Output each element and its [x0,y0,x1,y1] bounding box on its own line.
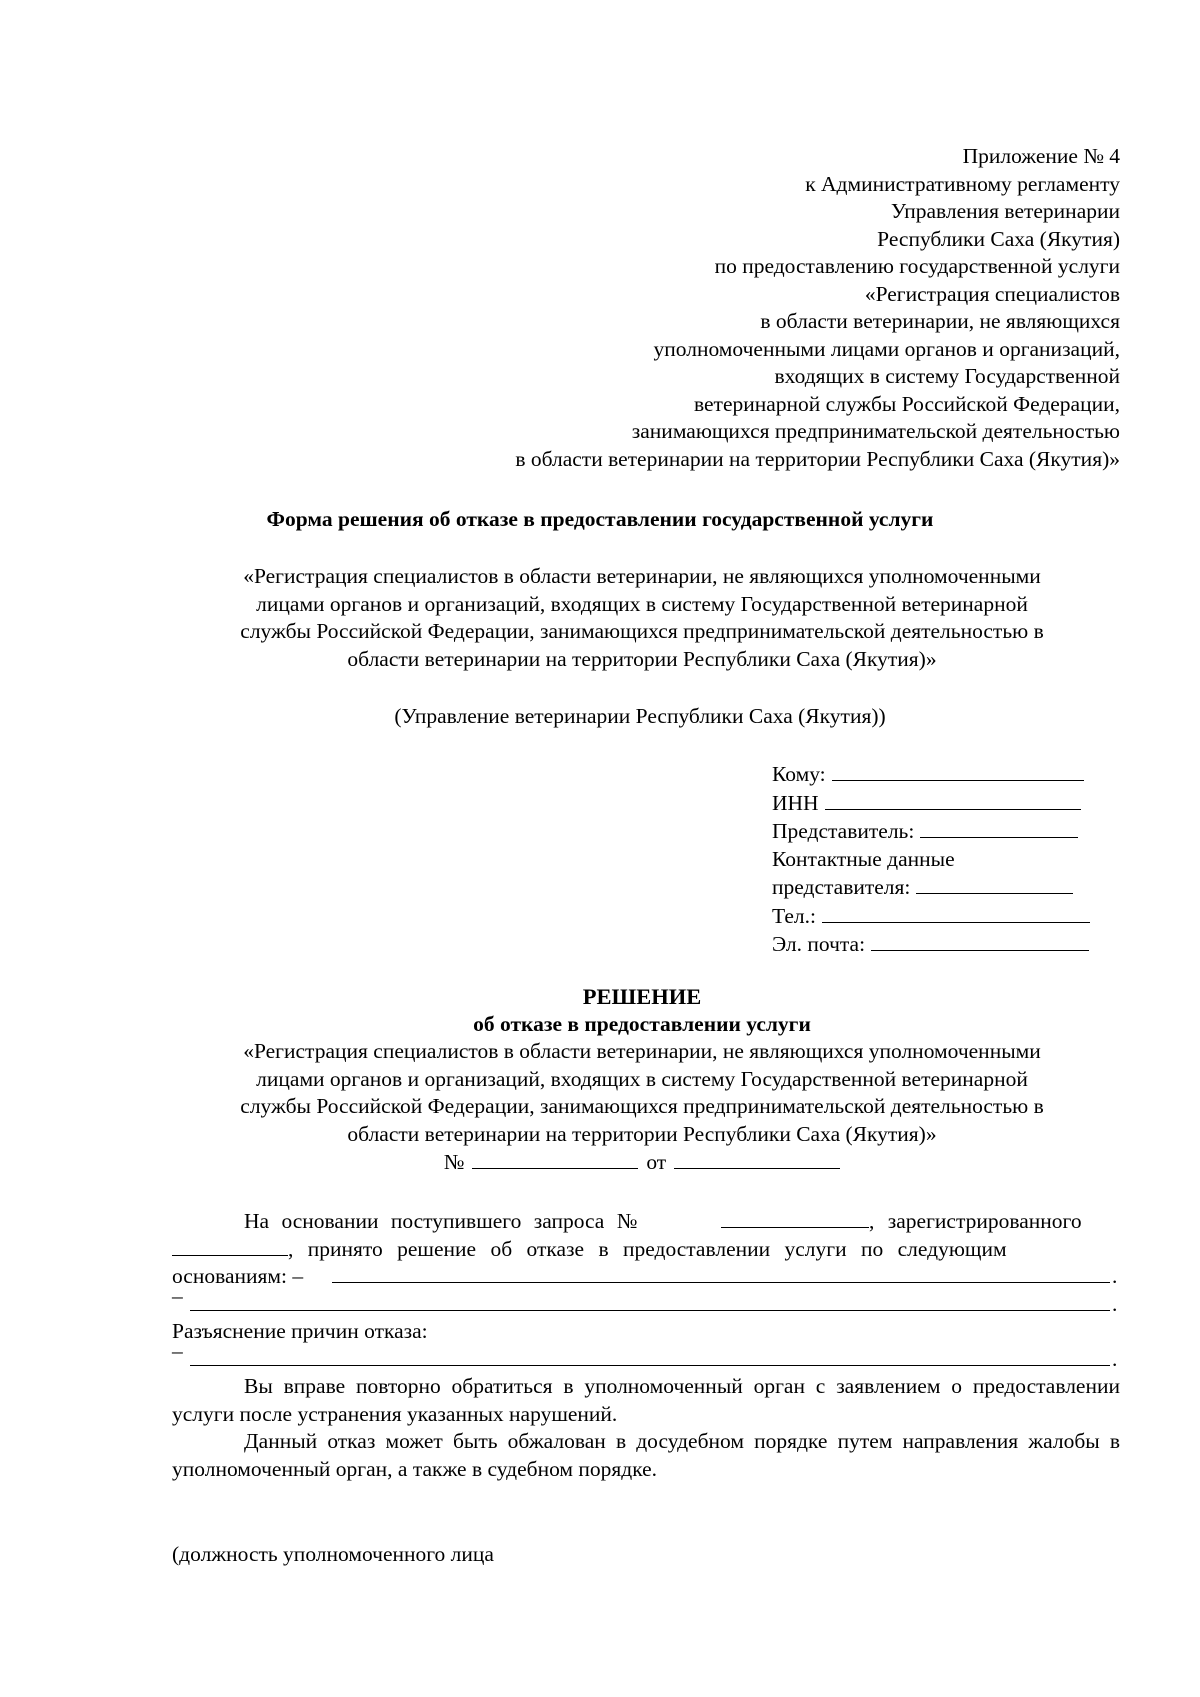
recipient-contact-field[interactable] [916,873,1073,894]
decision-taken-text: , принято решение об отказе в предоставлении услуги по следующим [288,1236,1007,1261]
recipient-inn-label: ИНН [772,790,819,815]
decision-subtitle: об отказе в предоставлении услуги [473,1011,811,1036]
annex-line: к Административному регламенту [805,171,1120,196]
service-name-line: области ветеринарии на территории Республики Саха (Якутия)» [347,646,937,671]
service-name-block [172,563,1112,673]
decision-number-row [172,1148,1112,1177]
recipient-phone-label: Тел.: [772,903,816,928]
recipient-block [772,760,1112,959]
grounds-dot-2: . [1112,1291,1118,1316]
body-line-3 [172,1263,1120,1291]
organization-name: (Управление ветеринарии Республики Саха (Якутия)) [394,704,886,728]
annex-line: Управления ветеринарии [890,199,1120,223]
appeal-paragraph: Данный отказ может быть обжалован в досудебном порядке путем направления жалобы в уполномоченный орган, а также в судебном порядке. [172,1429,1120,1481]
request-number-field[interactable] [721,1208,869,1228]
recipient-rep-row [772,817,1112,846]
decision-date-field[interactable] [674,1148,840,1169]
grounds-label: основаниям: – [172,1264,304,1288]
grounds-dot-1: . [1112,1264,1118,1288]
annex-header [400,143,1120,473]
decision-service-line: лицами органов и организаций, входящих в систему Государственной ветеринарной [256,1066,1028,1091]
recipient-contact-label-2: представителя: [772,875,911,899]
grounds-dash-2: – [172,1283,183,1308]
decision-number-label: № [443,1150,465,1174]
annex-line: Приложение № 4 [962,144,1120,168]
recipient-email-field[interactable] [871,930,1089,951]
decision-number-field[interactable] [472,1148,638,1169]
recipient-contact-row [772,873,1112,902]
body-line-2 [172,1236,1120,1264]
reapply-paragraph: Вы вправе повторно обратиться в уполномоченный орган с заявлением о предоставлении услуги после устранения указанных нарушений. [172,1374,1120,1426]
recipient-contact-label-1: Контактные данные [772,846,955,871]
recipient-to-field[interactable] [832,760,1084,781]
recipient-email-row [772,930,1112,959]
body-line-4 [172,1283,1120,1319]
annex-line: уполномоченными лицами органов и организаций, [653,336,1120,361]
body-line-1 [172,1208,1120,1236]
decision-body [172,1208,1120,1483]
request-text: На основании поступившего запроса № [244,1209,638,1233]
recipient-phone-field[interactable] [822,902,1090,923]
recipient-phone-row [772,902,1112,931]
annex-line: по предоставлению государственной услуги [714,254,1120,278]
annex-line: в области ветеринарии на территории Республики Саха (Якутия)» [515,446,1120,471]
annex-line: Республики Саха (Якутия) [877,226,1120,251]
decision-date-label: от [646,1150,667,1174]
recipient-to-label: Кому: [772,762,826,786]
decision-service-line: «Регистрация специалистов в области ветеринарии, не являющихся уполномоченными [243,1039,1041,1063]
recipient-rep-label: Представитель: [772,819,915,843]
annex-line: ветеринарной службы Российской Федерации, [693,391,1120,416]
signature-position-label: (должность уполномоченного лица [172,1542,494,1566]
annex-line: «Регистрация специалистов [864,281,1120,306]
annex-line: занимающихся предпринимательской деятельностью [631,419,1120,443]
service-name-line: лицами органов и организаций, входящих в систему Государственной ветеринарной [256,591,1028,616]
explanation-field[interactable] [190,1346,1110,1366]
explanation-label: Разъяснение причин отказа: [172,1319,428,1343]
service-name-line: «Регистрация специалистов в области ветеринарии, не являющихся уполномоченными [243,564,1041,588]
recipient-inn-field[interactable] [825,789,1081,810]
form-title: Форма решения об отказе в предоставлении государственной услуги [266,507,934,531]
decision-service-line: области ветеринарии на территории Республики Саха (Якутия)» [347,1121,937,1146]
recipient-to-row [772,760,1112,789]
body-line-6 [172,1338,1120,1374]
service-name-line: службы Российской Федерации, занимающихся предпринимательской деятельностью в [240,619,1044,643]
registration-date-field[interactable] [172,1236,288,1256]
explanation-dot: . [1112,1346,1118,1371]
annex-line: в области ветеринарии, не являющихся [760,309,1120,333]
explanation-dash: – [172,1338,183,1363]
registered-text: , зарегистрированного [869,1209,1082,1233]
annex-line: входящих в систему Государственной [774,364,1120,388]
recipient-inn-row [772,789,1112,818]
grounds-field-2[interactable] [190,1291,1110,1311]
decision-header [172,983,1112,1177]
decision-title: РЕШЕНИЕ [582,984,702,1009]
grounds-field-1[interactable] [332,1263,1110,1283]
decision-service-line: службы Российской Федерации, занимающихся предпринимательской деятельностью в [240,1094,1044,1118]
recipient-email-label: Эл. почта: [772,932,866,956]
recipient-rep-field[interactable] [920,817,1078,838]
